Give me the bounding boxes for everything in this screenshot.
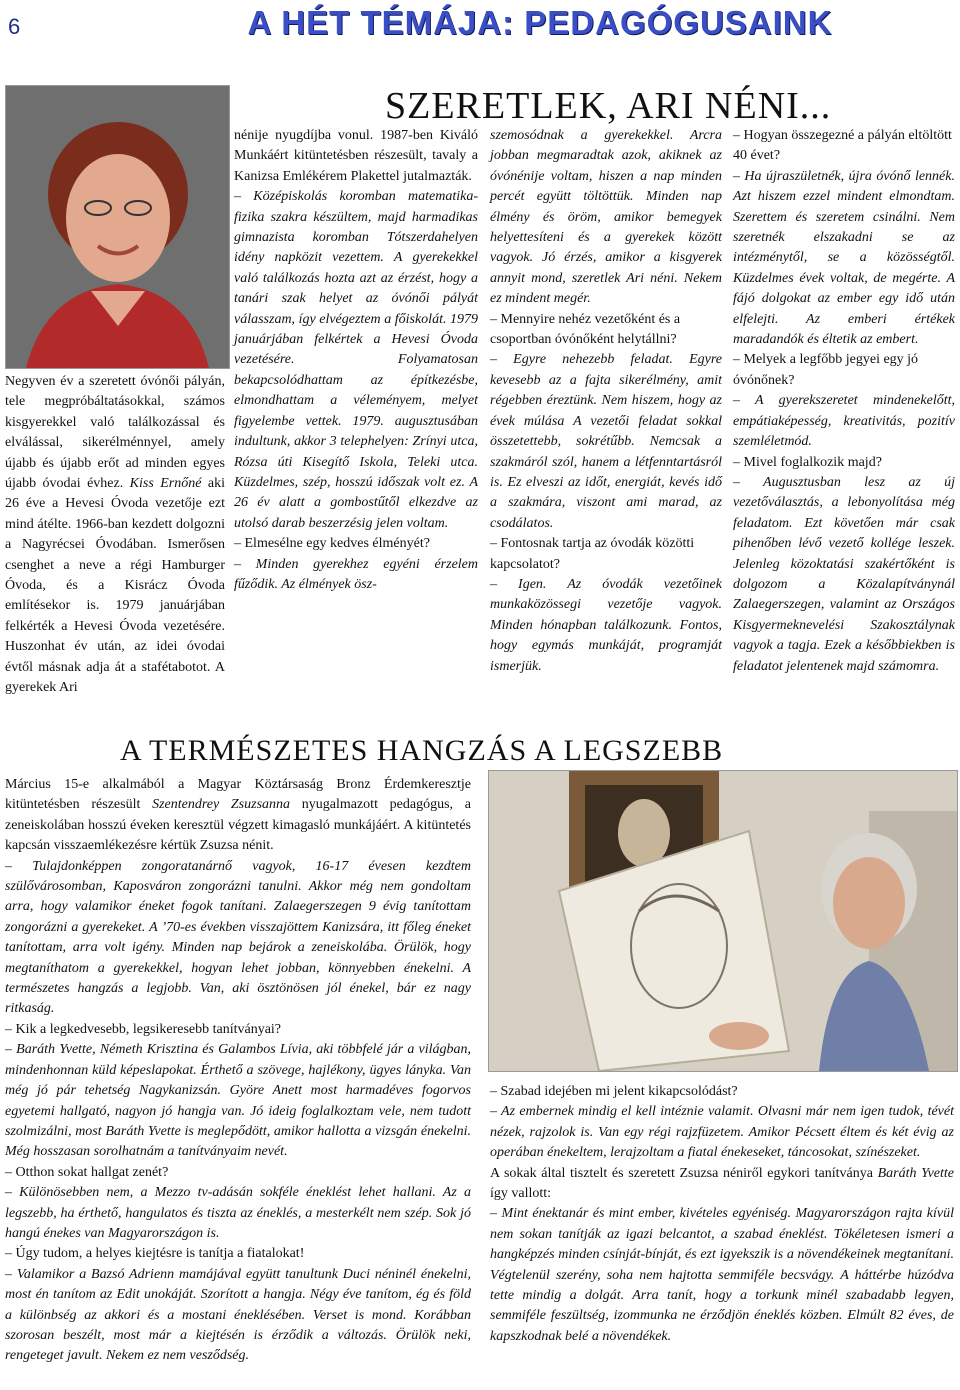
portrait-photo-icon	[6, 86, 229, 368]
answer: – Különösebben nem, a Mezzo tv-adásán sokféle éneklést lehet hallani. Az a legszebb, ha érthető, hangulatos és tiszta az éneklés, a mesterkélt nem szép. Sok jó hangú énekes van Magyarországon is.	[5, 1185, 471, 1241]
text-run: nyugalmazott pedagógus, a zeneiskolában hosszú éveken keresztül végzett kimagasló munkájáért. A kitüntetés kapcsán visszaemlékezésre kértük Zsuzsa nénit.	[5, 797, 471, 854]
question: – Mivel foglalkozik majd?	[733, 454, 882, 470]
article1-col2-para	[234, 126, 478, 187]
name-run: Szentendrey Zsuzsanna	[152, 797, 291, 813]
article2-col2	[490, 1082, 954, 1347]
text-run: így vallott:	[490, 1186, 552, 1202]
answer: – Középiskolás koromban matematika-fizika szakra készültem, majd harmadikas gimnazista koromban Tótszerdahelyen idény napközit vezettem. A gyerekekkel való találkozás hozta azt az érzést, hogy a tanári szak helyet az óvónői pályát válasszam, így elvégeztem a főiskolát. 1979 januárjában felkértek a Hevesi Óvoda vezetésére. Folyamatosan bekapcsolódhattam az építkezésbe, elmondhattam a véleményem, melyet figyelembe vettek. 1979. augusztusában indultunk, akkor 3 telephelyen: Zrínyi utca, Rózsa úti Kisegítő Iskola, Teleki utca. Küzdelmes, szép, hosszú időszak volt ez. A 26 év alatt a gombostűtől elkezdve az utolsó darab beszerzésig jelen voltam.	[234, 189, 478, 531]
question: – Kik a legkedvesebb, legsikeresebb tanítványai?	[5, 1021, 282, 1037]
answer: – A gyerekszeretet mindenekelőtt, empátiaképesség, kreativitás, pozitív szemléletmód.	[733, 393, 955, 450]
question: – Szabad idejében mi jelent kikapcsolódást?	[490, 1084, 738, 1099]
article1-col3	[490, 126, 722, 677]
answer: szemosódnak a gyerekekkel. Arcra jobban megmaradtak azok, akiknek az óvónénije voltam, hiszen a nap minden percét együtt töltöttük. Minden nap élmény és öröm, amikor bemegyek helyettesíteni és a gyerekek között vagyok. Jó érzés, amikor a kisgyerek annyit mond, szeretlek Ari néni. Nekem ez mindent megér.	[490, 128, 722, 307]
question: – Elmesélne egy kedves élményét?	[234, 536, 430, 552]
article1-col2	[234, 126, 478, 595]
article1-col1-para	[5, 372, 225, 699]
answer: – Igen. Az óvodák vezetőinek munkaközössegi vezetője vagyok. Minden hónapban találkozunk. Fontos, hogy egymás munkáját, programját ismerjük.	[490, 576, 722, 674]
quote: – Mint énektanár és mint ember, kivételes egyéniség. Magyarországon rajta kívül nem sokan tanítják az igazi belcantot, a szabad éneklést. Tökéletesen ismeri a hangképzés minden csínját-bínját, és ezt igyekszik is a növendékeinek megtanítani. Végtelenül szerény, soha nem hajtotta semmiféle becsvágy. A háttérbe húzódva tette mindig a dolgát. Arra tanít, hogy a torkunk minél szabadabb legyen, semmiféle feszültség, izommunka ne érződjön éneklés közben. Elmúlt 82 éves, de kapszkodnak belé a növendékek.	[490, 1206, 954, 1344]
article1-col4	[733, 126, 955, 677]
text-run: A sokak által tisztelt és szeretett Zsuzsa néniről egykori tanítványa	[490, 1165, 878, 1181]
question: – Hogyan összegezné a pályán eltöltött 40 évet?	[733, 128, 952, 164]
answer: – Ha újraszületnék, újra óvónő lennék. Azt hiszem ezzel mindent elmondtam. Szerettem és szeretem csinálni. Nem szeretnék elszakadni se az intézménytől, se a közösségtől. Küzdelmes évek voltak, de megérte. A fájó dolgokat az ember egy idő után elfelejti. Az emberi értékek maradandók és éltetik az embert.	[733, 168, 955, 348]
text-run: nénije nyugdíjba vonul. 1987-ben Kiváló Munkáért kitüntetésben részesült, tavaly a Kanizsa Emlékérem Plakettel jutalmazták.	[234, 128, 478, 184]
text-run: Negyven év a szeretett óvónői pályán, tele megpróbáltatásokkal, számos kisgyerekkel való találkozással és elválással, sikerélménnyel, amely újabb és újabb erőt ad minden egyes újabb óvodai évhez.	[5, 374, 225, 492]
article2-title: A TERMÉSZETES HANGZÁS A LEGSZEBB	[120, 734, 724, 767]
answer: – Valamikor a Bazsó Adrienn mamájával együtt tanultunk Duci néninél énekelni, most én tanítom az Edit unokáját. Szorított a hangja. Négy éve tanítom, ég és föld a különbség az akkori és a mostani éneklésében. Verset is mond. Korábban szorosan beszélt, most már a kiejtésén is érződik a változás. Örülök neki, rengeteget javult. Nekem ez nem vesződség.	[5, 1266, 471, 1364]
answer: – Tulajdonképpen zongoratanárnő vagyok, 16-17 évesen kezdtem szülővárosomban, Kaposváron zongorázni tanulni. Akkor még nem gondoltam arra, hogy valamikor éneket fogok tanítani. Zalaegerszegen 9 évig tanítottam zongorázni a gyerekeket. A ’70-es években visszajöttem Kanizsára, itt főleg éneket tanítottam, arra volt igény. Minden nap bejárok a zeneiskolába. Örülök, hogy megtaníthatom a gyerekekkel, hogyan lehet jobban, könnyebben énekelni. A természetes hangzás a legjobb. Van, aki ösztönösen jól énekel, bár ez nagy ritkaság.	[5, 858, 471, 1017]
portrait-with-drawing-photo-icon	[489, 771, 957, 1071]
question: – Melyek a legfőbb jegyei egy jó óvónőnek?	[733, 352, 919, 388]
article2-col1	[5, 775, 471, 1367]
portrait-with-drawing-photo	[488, 770, 958, 1072]
name-run: Baráth Yvette	[877, 1165, 954, 1181]
intro-para	[490, 1164, 954, 1205]
name-run: Kiss Ernőné	[129, 476, 202, 492]
article1-col1	[5, 372, 225, 699]
article1-title: SZERETLEK, ARI NÉNI...	[385, 85, 832, 127]
answer: – Minden gyerekhez egyéni érzelem fűződik. Az élmények ösz-	[234, 556, 478, 592]
section-title: A HÉT TÉMÁJA: PEDAGÓGUSAINK	[247, 4, 833, 41]
page-number: 6	[8, 14, 21, 39]
question: – Mennyire nehéz vezetőként és a csoportban óvónőként helytállni?	[490, 311, 681, 348]
answer: – Augusztusban lesz az új vezetőválasztás, a lebonyolítása még feladatom. Ezt követően már csak pihenőben lévő vezető kollége leszek. Jelenleg közoktatási szakértőként is dolgozom a Közalapítványnál Zalaegerszegen, valamint az Országos Kisgyermeknevelési Szakosztálynak vagyok a tagja. Ezek a későbbiekben is feladatot jelentenek majd számomra.	[733, 474, 955, 674]
text-run: Március 15-e alkalmából a Magyar Köztársaság Bronz Érdemkeresztje kitüntetésben részesült	[5, 777, 471, 813]
answer: – Baráth Yvette, Németh Krisztina és Galambos Lívia, aki többfelé jár a világban, mindenhonnan küld képeslapokat. Érthető a szövege, hajlékony, ügyes lányka. Van még jó pár tehetség Nagykanizsán. Györe Anett most harmadéves fogorvos egyetemi hallgató, nagyon jó hangja van. Jó ideig foglalkoztam vele, nem tudott szolmizálni, most Baráth Yvette is meglepődött, amikor hallotta a vizsgán énekelni. Még hosszasan sorolhatnám a tanítványaim nevét.	[5, 1042, 471, 1160]
question: – Fontosnak tartja az óvodák közötti kapcsolatot?	[490, 536, 695, 572]
lead-para	[5, 775, 471, 857]
answer: – Az embernek mindig el kell intéznie valamit. Olvasni már nem igen tudok, tévét nézek, rajzolok is. Van egy régi rajzfüzetem. Amikor Pécsett éltem és két évig az operában énekeltem, lerajzoltam a fiatal énekeseket, táncosokat, színészeket.	[490, 1104, 954, 1161]
question: – Úgy tudom, a helyes kiejtésre is tanítja a fiatalokat!	[5, 1246, 305, 1262]
portrait-photo	[5, 85, 230, 369]
text-run: aki 26 éve a Hevesi Óvoda vezetője ezt mind átélte. 1966-ban kezdett dolgozni a Nagyrécsei Óvodában. Ismerősen csenghet a neve a régi Hamburger Óvoda, és a Kisrácz Óvoda említésekor is. 1979 januárjában felkérték a Hevesi Óvoda vezetésére. Huszonhat év után, az idei óvodai évtől másnak adja át a stafétabotot. A gyerekek Ari	[5, 476, 225, 696]
answer: – Egyre nehezebb feladat. Egyre kevesebb az a fajta sikerélmény, amit régebben éreztünk. Nem hiszem, hogy az évek múlása A vezetői feladat sokkal összetettebb, sokrétűbb. Nemcsak a szakmáról szól, hanem a létfenntartásról is. Ez elveszi az időt, energiát, kevés idő a szakmára, viszont ami marad, az csodálatos.	[490, 352, 722, 531]
question: – Otthon sokat hallgat zenét?	[5, 1164, 169, 1180]
